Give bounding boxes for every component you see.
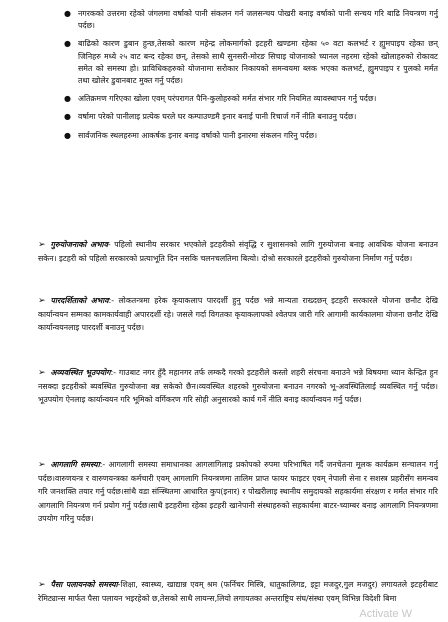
bullet-icon: ● bbox=[64, 39, 71, 49]
bullet-item bbox=[62, 38, 438, 87]
section-text: -शिक्षा, स्वास्थ्य, खाद्यान्न एवम् श्रम (फर्निचर मिस्त्रि, धातुकालिगड, इट्टा मजदुर,गुल मजदुर) लगायतले इटहरीबाट रेमिट्यान्स मार्फत पैसा पलायन भइरहेको छ,तेसको साथै लायन्स,लियो लगायतका अन्तराष्ट्रिय संघ/संस्था एवम् विभिन्न विदेशी बिमा bbox=[38, 580, 438, 604]
bullet-text: वर्षामा परेको पानीलाइ प्रत्येक घरले घर कम्पाउण्डमै इनार बनाई पानी रिचार्ज गर्ने नीति बनाउनु पर्दछ। bbox=[78, 112, 357, 122]
arrow-bullet-icon: ➢ bbox=[38, 296, 46, 306]
activation-watermark: Activate W bbox=[359, 608, 412, 620]
section-capital-flight bbox=[38, 578, 438, 605]
bullet-text: बाढिको कारण डुबान हुन्छ,तेसको कारण महेन्द्र लोकमार्गको इटहरी खण्डमा रहेका ५० वटा कलभर्ट र ह्युमपाइप रहेका छन् जिनिहरु मध्ये २५ वाट बन्द रहेका छन्, तेसको साथै सुनसरी-मोरङ सिचाइ योजनाको च्यानल नहरमा रहेको खोलाहरुको रोकावट समेत को समस्या हो। प्राविधिकहरुको योजनामा सरोकार निकायको समन्वयमा ब्लक भएका कलभर्ट, ह्युमपाइप र पुलको मर्मत तथा खोलेर डुवानबाट मुक्त गर्नु पर्दछ। bbox=[78, 39, 438, 86]
bullet-item bbox=[62, 93, 438, 105]
section-heading: पारदर्शिताको अभाव bbox=[50, 296, 109, 305]
bullet-text: सार्वजनिक स्थलहरुमा आकर्षक इनार बनाइ वर्षाको पानी इनारमा संकलन गरिनु पर्दछ। bbox=[78, 130, 318, 140]
bullet-icon: ● bbox=[64, 112, 71, 122]
bullet-list bbox=[62, 8, 438, 148]
arrow-bullet-icon: ➢ bbox=[38, 368, 46, 378]
section-heading: पैसा पलायनको समस्या bbox=[50, 580, 118, 589]
section-text: :- आगलागी समस्या समाधानका आगलागिलाइ प्रकोपको रुपमा परिभाषित गर्दै जनचेतना मूलक कार्यक्रम सन्चालन गर्नु पर्दछ।वारुणयन्त्र र वारुणयन्त्रका कर्मचारी एवम् आगलागि नियन्त्रणमा तालिम प्राप्त फायर फाइटर एवम् नेपाली सेना र सशस्त्र प्रहरीसँग समन्वय गरि जनशक्ति तयार गर्नु पर्दछ।सांथै वडा संन्स्थितमा आधारित कुप(इनार) र पोखरीलाइ स्थानीय समुदायको सहकार्यमा संरक्षण र मर्मत संभार गरि आगलागि नियन्त्रण गर्न प्रयोग गर्नु पर्दछ।साथै इटहरीमा रहेका इटहरी खानेपानी संस्थाहरुको सहकार्यमा बाटर-च्याम्बर बनाइ आगलागि नियन्त्रणमा उपयोग गरिनु पर्दछ। bbox=[38, 460, 439, 523]
arrow-bullet-icon: ➢ bbox=[38, 460, 46, 470]
bullet-text: अतिक्रमण गरिएका खोला एवम् परंपरागत पैनि-कुलोहरुको मर्मत संभार गरि नियमित व्यावस्थापन गर्नु पर्दछ। bbox=[78, 94, 377, 104]
section-master-plan bbox=[38, 238, 438, 265]
bullet-icon: ● bbox=[64, 9, 71, 18]
section-fire bbox=[38, 458, 438, 525]
section-heading: अव्यवस्थित भूउपयोग bbox=[50, 368, 111, 377]
bullet-icon: ● bbox=[64, 130, 71, 140]
section-heading: आगलागि समस्या bbox=[50, 460, 100, 469]
bullet-text: नगरकको उत्तरमा रहेको जंगलमा वर्षाको पानी संकलन गर्न जलसन्चय पोखरी बनाइ वर्षाको पानी सन्चय गरि बाढि नियन्त्रण गर्नु पर्दछ। bbox=[78, 9, 438, 31]
section-heading: गुरुयोजनाको अभाव bbox=[50, 240, 108, 249]
section-transparency bbox=[38, 294, 438, 335]
bullet-icon: ● bbox=[64, 94, 71, 104]
bullet-item bbox=[62, 111, 438, 123]
section-text: :- लोकतन्त्रमा हरेक कृयाकलाप पारदर्शी हुनु पर्दछ भन्ने मान्यता राख्दछन् इटहरी सरकारले योजना छनौट देखि कार्यान्वयन सम्मका कामकार्यवाही अपारदर्शी रहे। जसले गर्दा विगतका कृयाकलापको श्वेतपत्र जारी गरि आगामी कार्यकालमा योजना छनौट देखि कार्यान्वयनलाइ पारदर्शी बनाउनु पर्दछ। bbox=[38, 296, 438, 333]
arrow-bullet-icon: ➢ bbox=[38, 580, 46, 590]
section-land-use bbox=[38, 366, 438, 407]
section-text: :- गाउबाट नगर हुँदै महानगर तर्फ लम्कदै गरको इटहरीले कस्तो शहरी संरचना बनाउने भन्ने बिषयमा ध्यान केन्द्रित हुन नसक्दा इटहरीको ब्यवस्थित गुरुयोजना बन्न सकेको छैन।व्यवस्थित शहरको गुरुयोजना बनाउन नगरको भू-अवस्थितिलाई व्यवस्थित गर्नु पर्दछ।भूउपयोग ऐनलाइ कार्यान्वयन गरि भूमिको वर्गिकरण गरि सोही अनुसारको कार्य गर्ने नीति बनाइ कार्यान्वयन गर्नु पर्दछ। bbox=[38, 368, 438, 405]
bullet-item bbox=[62, 130, 438, 142]
bullet-item bbox=[62, 8, 438, 32]
section-text: - पहिलो स्थानीय सरकार भएकोले इटहरीको संवृद्धि र सुशासनको लागि गुरुयोजना बनाइ आवधिक योजना बनाउन सकेन। इटहरी को पहिलो सरकारको प्रत्याभूति दिन नसकि चलनचलतिमा बित्यो। दोश्रो सरकारले इटहरीको गुरुयोजना निर्माण गर्नु पर्दछ। bbox=[38, 240, 438, 264]
arrow-bullet-icon: ➢ bbox=[38, 240, 46, 250]
